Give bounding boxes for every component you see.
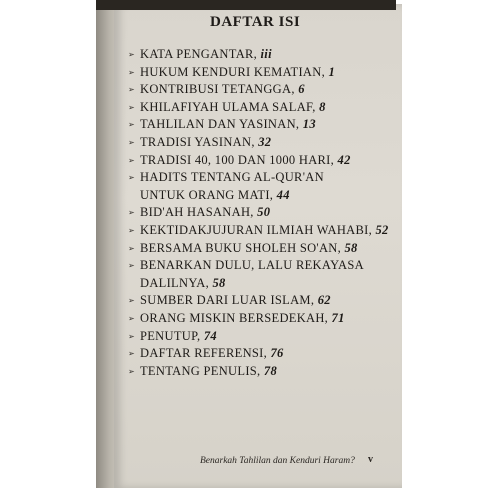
toc-entry: [128, 363, 388, 381]
toc-entry-page: 76: [270, 346, 284, 361]
bullet-arrow-icon: ➢: [128, 243, 136, 253]
bullet-arrow-icon: ➢: [128, 225, 136, 235]
toc-entry: [128, 345, 388, 363]
toc-entry: [128, 99, 388, 117]
toc-entry-page: 8: [319, 99, 326, 114]
bullet-arrow-icon: ➢: [128, 296, 136, 306]
toc-entry: [128, 257, 388, 275]
toc-entry: [128, 64, 388, 82]
toc-entry-page: 44: [276, 187, 290, 202]
toc-entry-page: 13: [302, 117, 316, 132]
bullet-arrow-icon: ➢: [128, 102, 136, 112]
toc-entry-page: 71: [331, 310, 345, 325]
toc-entry: [128, 240, 388, 258]
page-number: v: [368, 454, 373, 465]
book-cover-edge: [96, 0, 396, 10]
page-title: DAFTAR ISI: [210, 14, 301, 30]
toc-entry-page: 78: [263, 363, 278, 378]
toc-entry-page: 1: [328, 64, 336, 79]
toc-entry-title: PENUTUP,: [140, 328, 201, 343]
toc-entry: [128, 169, 388, 187]
toc-entry-title: TRADISI YASINAN,: [140, 134, 255, 149]
toc-entry: [128, 222, 388, 240]
toc-entry-page: 58: [344, 240, 358, 255]
toc-entry-page: 32: [258, 134, 272, 149]
table-of-contents: [128, 46, 388, 380]
toc-entry-title: BERSAMA BUKU SHOLEH SO'AN,: [140, 240, 342, 255]
toc-entry-page: 42: [337, 152, 351, 167]
toc-entry: [128, 275, 388, 293]
toc-entry-page: 62: [317, 293, 331, 308]
toc-entry-title: KONTRIBUSI TETANGGA,: [140, 82, 295, 97]
bullet-arrow-icon: ➢: [128, 261, 136, 271]
toc-entry: [128, 328, 388, 346]
bullet-arrow-icon: ➢: [128, 50, 136, 59]
toc-entry-page: 6: [298, 82, 305, 97]
toc-entry-title: HUKUM KENDURI KEMATIAN,: [140, 64, 326, 79]
bullet-arrow-icon: ➢: [128, 173, 136, 183]
running-footer: Benarkah Tahlilan dan Kenduri Haram?: [200, 456, 355, 466]
bullet-arrow-icon: ➢: [128, 366, 136, 376]
toc-entry-title: KATA PENGANTAR,: [140, 47, 258, 61]
toc-entry-title: SUMBER DARI LUAR ISLAM,: [140, 293, 315, 308]
toc-entry: [128, 204, 388, 222]
toc-entry: [128, 187, 388, 205]
toc-entry-title: BENARKAN DULU, LALU REKAYASA: [140, 258, 364, 273]
bullet-arrow-icon: ➢: [128, 120, 136, 130]
bullet-arrow-icon: ➢: [128, 331, 136, 341]
bullet-arrow-icon: ➢: [128, 137, 136, 147]
bullet-arrow-icon: ➢: [128, 85, 136, 95]
toc-entry: [128, 46, 388, 64]
toc-entry-title: ORANG MISKIN BERSEDEKAH,: [140, 310, 329, 325]
toc-entry: [128, 134, 388, 152]
background: [396, 0, 488, 488]
toc-entry-title: BID'AH HASANAH,: [140, 205, 254, 220]
toc-entry: [128, 152, 388, 170]
toc-entry-title: DAFTAR REFERENSI,: [140, 346, 268, 361]
toc-entry: [128, 116, 388, 134]
toc-entry: [128, 310, 388, 328]
bullet-arrow-icon: ➢: [128, 313, 136, 323]
toc-entry-page: 50: [257, 205, 271, 220]
bullet-arrow-icon: ➢: [128, 155, 136, 165]
bullet-arrow-icon: ➢: [128, 349, 136, 359]
toc-entry-title: KEKTIDAKJUJURAN ILMIAH WAHABI,: [140, 222, 373, 237]
toc-entry-title: TAHLILAN DAN YASINAN,: [140, 117, 300, 132]
toc-entry-title: HADITS TENTANG AL-QUR'AN: [140, 170, 324, 185]
toc-entry: [128, 81, 388, 99]
toc-entry-title: DALILNYA,: [140, 275, 210, 290]
toc-entry-page: 58: [212, 275, 226, 290]
toc-entry-title: UNTUK ORANG MATI,: [140, 187, 274, 202]
toc-entry-title: TENTANG PENULIS,: [140, 363, 261, 378]
toc-entry: [128, 292, 388, 310]
toc-entry-title: TRADISI 40, 100 DAN 1000 HARI,: [140, 152, 335, 167]
toc-entry-title: KHILAFIYAH ULAMA SALAF,: [140, 99, 316, 114]
toc-entry-page: 52: [375, 222, 389, 237]
toc-entry-page: iii: [260, 47, 272, 61]
toc-entry-page: 74: [203, 328, 217, 343]
bullet-arrow-icon: ➢: [128, 67, 136, 77]
bullet-arrow-icon: ➢: [128, 208, 136, 218]
